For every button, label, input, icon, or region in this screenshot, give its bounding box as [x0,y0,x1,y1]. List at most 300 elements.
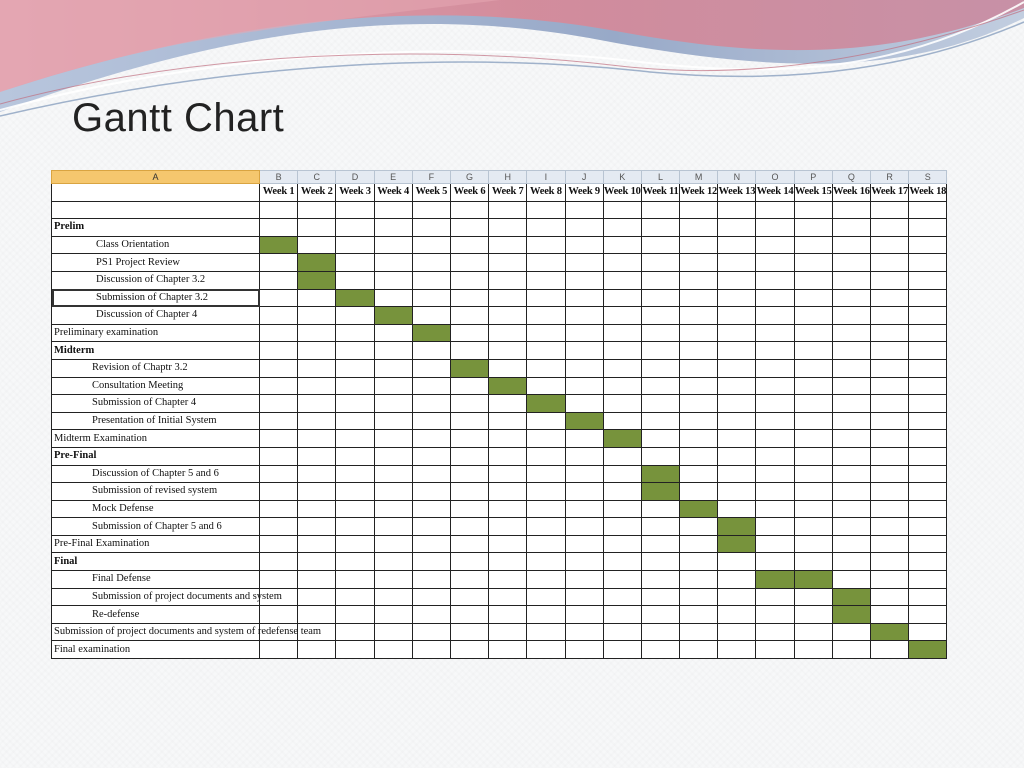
grid-cell[interactable] [603,254,641,272]
task-label[interactable]: PS1 Project Review [52,254,260,272]
grid-cell[interactable] [680,201,718,219]
grid-cell[interactable] [450,395,488,413]
grid-cell[interactable] [641,236,679,254]
grid-cell[interactable] [756,553,794,571]
grid-cell[interactable] [832,307,870,325]
grid-cell[interactable] [489,465,527,483]
grid-cell[interactable] [450,219,488,237]
grid-cell[interactable] [680,535,718,553]
grid-cell[interactable] [794,483,832,501]
gantt-bar-cell[interactable] [260,236,298,254]
grid-cell[interactable] [336,324,374,342]
grid-cell[interactable] [909,623,947,641]
grid-cell[interactable] [832,535,870,553]
grid-cell[interactable] [718,377,756,395]
grid-cell[interactable] [412,500,450,518]
grid-cell[interactable] [298,359,336,377]
grid-cell[interactable] [718,289,756,307]
grid-cell[interactable] [641,553,679,571]
week-header-1[interactable]: Week 1 [260,184,298,202]
grid-cell[interactable] [527,553,565,571]
grid-cell[interactable] [450,342,488,360]
task-label[interactable]: Discussion of Chapter 5 and 6 [52,465,260,483]
week-header-2[interactable]: Week 2 [298,184,336,202]
grid-cell[interactable] [794,588,832,606]
grid-cell[interactable] [374,342,412,360]
grid-cell[interactable] [298,641,336,659]
grid-cell[interactable] [450,571,488,589]
section-label[interactable]: Final [52,553,260,571]
grid-cell[interactable] [794,412,832,430]
grid-cell[interactable] [336,359,374,377]
grid-cell[interactable] [871,518,909,536]
column-letter-q[interactable]: Q [832,171,870,184]
grid-cell[interactable] [336,571,374,589]
grid-cell[interactable] [871,307,909,325]
gantt-bar-cell[interactable] [603,430,641,448]
task-label[interactable]: Final examination [52,641,260,659]
grid-cell[interactable] [794,623,832,641]
grid-cell[interactable] [412,465,450,483]
grid-cell[interactable] [260,201,298,219]
grid-cell[interactable] [489,254,527,272]
grid-cell[interactable] [871,395,909,413]
grid-cell[interactable] [298,307,336,325]
grid-cell[interactable] [603,465,641,483]
grid-cell[interactable] [603,641,641,659]
grid-cell[interactable] [718,571,756,589]
grid-cell[interactable] [489,588,527,606]
grid-cell[interactable] [603,201,641,219]
column-letter-k[interactable]: K [603,171,641,184]
grid-cell[interactable] [412,641,450,659]
grid-cell[interactable] [336,465,374,483]
grid-cell[interactable] [374,535,412,553]
grid-cell[interactable] [832,342,870,360]
grid-cell[interactable] [527,430,565,448]
week-header-3[interactable]: Week 3 [336,184,374,202]
grid-cell[interactable] [641,377,679,395]
grid-cell[interactable] [260,465,298,483]
gantt-bar-cell[interactable] [718,518,756,536]
task-label[interactable]: Discussion of Chapter 4 [52,307,260,325]
grid-cell[interactable] [565,571,603,589]
task-label[interactable]: Re-defense [52,606,260,624]
grid-cell[interactable] [565,641,603,659]
grid-cell[interactable] [718,412,756,430]
grid-cell[interactable] [871,641,909,659]
grid-cell[interactable] [794,465,832,483]
task-label[interactable]: Mock Defense [52,500,260,518]
task-label[interactable]: Submission of revised system [52,483,260,501]
grid-cell[interactable] [298,571,336,589]
grid-cell[interactable] [450,430,488,448]
grid-cell[interactable] [871,430,909,448]
grid-cell[interactable] [489,553,527,571]
grid-cell[interactable] [718,324,756,342]
grid-cell[interactable] [794,553,832,571]
grid-cell[interactable] [680,289,718,307]
grid-cell[interactable] [718,271,756,289]
grid-cell[interactable] [909,500,947,518]
grid-cell[interactable] [527,324,565,342]
grid-cell[interactable] [260,377,298,395]
grid-cell[interactable] [832,623,870,641]
grid-cell[interactable] [756,236,794,254]
grid-cell[interactable] [832,483,870,501]
grid-cell[interactable] [680,271,718,289]
grid-cell[interactable] [603,271,641,289]
column-letter-m[interactable]: M [680,171,718,184]
grid-cell[interactable] [374,271,412,289]
week-header-15[interactable]: Week 15 [794,184,832,202]
gantt-bar-cell[interactable] [794,571,832,589]
grid-cell[interactable] [374,641,412,659]
grid-cell[interactable] [909,359,947,377]
grid-cell[interactable] [565,447,603,465]
grid-cell[interactable] [680,324,718,342]
gantt-bar-cell[interactable] [374,307,412,325]
gantt-spreadsheet[interactable] [51,170,947,659]
grid-cell[interactable] [832,271,870,289]
grid-cell[interactable] [756,535,794,553]
gantt-bar-cell[interactable] [641,465,679,483]
grid-cell[interactable] [565,271,603,289]
grid-cell[interactable] [603,307,641,325]
grid-cell[interactable] [718,500,756,518]
grid-cell[interactable] [450,553,488,571]
gantt-bar-cell[interactable] [336,289,374,307]
gantt-bar-cell[interactable] [565,412,603,430]
grid-cell[interactable] [718,465,756,483]
grid-cell[interactable] [680,412,718,430]
grid-cell[interactable] [374,236,412,254]
grid-cell[interactable] [527,359,565,377]
task-label[interactable]: Final Defense [52,571,260,589]
grid-cell[interactable] [794,342,832,360]
grid-cell[interactable] [641,588,679,606]
grid-cell[interactable] [489,271,527,289]
gantt-bar-cell[interactable] [718,535,756,553]
grid-cell[interactable] [374,483,412,501]
grid-cell[interactable] [680,307,718,325]
column-letter-g[interactable]: G [450,171,488,184]
grid-cell[interactable] [450,500,488,518]
grid-cell[interactable] [680,465,718,483]
grid-cell[interactable] [527,219,565,237]
grid-cell[interactable] [489,201,527,219]
grid-cell[interactable] [756,377,794,395]
grid-cell[interactable] [680,342,718,360]
grid-cell[interactable] [336,342,374,360]
grid-cell[interactable] [412,236,450,254]
grid-cell[interactable] [603,219,641,237]
grid-cell[interactable] [909,483,947,501]
column-letter-n[interactable]: N [718,171,756,184]
grid-cell[interactable] [412,518,450,536]
section-label[interactable]: Pre-Final [52,447,260,465]
grid-cell[interactable] [603,236,641,254]
week-header-11[interactable]: Week 11 [641,184,679,202]
week-header-9[interactable]: Week 9 [565,184,603,202]
grid-cell[interactable] [909,201,947,219]
grid-cell[interactable] [412,219,450,237]
column-letter-p[interactable]: P [794,171,832,184]
grid-cell[interactable] [871,571,909,589]
grid-cell[interactable] [374,359,412,377]
grid-cell[interactable] [909,377,947,395]
grid-cell[interactable] [374,430,412,448]
grid-cell[interactable] [565,254,603,272]
grid-cell[interactable] [260,447,298,465]
grid-cell[interactable] [756,641,794,659]
grid-cell[interactable] [260,412,298,430]
column-letter-c[interactable]: C [298,171,336,184]
grid-cell[interactable] [641,606,679,624]
grid-cell[interactable] [756,219,794,237]
grid-cell[interactable] [260,483,298,501]
grid-cell[interactable] [260,324,298,342]
grid-cell[interactable] [489,606,527,624]
grid-cell[interactable] [603,500,641,518]
grid-cell[interactable] [565,588,603,606]
grid-cell[interactable] [756,500,794,518]
grid-cell[interactable] [680,641,718,659]
column-letter-d[interactable]: D [336,171,374,184]
grid-cell[interactable] [756,447,794,465]
task-label[interactable]: Discussion of Chapter 3.2 [52,271,260,289]
grid-cell[interactable] [603,359,641,377]
grid-cell[interactable] [527,571,565,589]
grid-cell[interactable] [603,412,641,430]
grid-cell[interactable] [909,289,947,307]
grid-cell[interactable] [260,359,298,377]
grid-cell[interactable] [336,395,374,413]
grid-cell[interactable] [641,518,679,536]
grid-cell[interactable] [412,447,450,465]
grid-cell[interactable] [756,271,794,289]
grid-cell[interactable] [412,342,450,360]
grid-cell[interactable] [718,342,756,360]
grid-cell[interactable] [871,201,909,219]
grid-cell[interactable] [336,518,374,536]
grid-cell[interactable] [909,271,947,289]
grid-cell[interactable] [794,359,832,377]
grid-cell[interactable] [260,571,298,589]
grid-cell[interactable] [374,201,412,219]
gantt-bar-cell[interactable] [680,500,718,518]
grid-cell[interactable] [489,395,527,413]
grid-cell[interactable] [909,254,947,272]
grid-cell[interactable] [909,412,947,430]
grid-cell[interactable] [756,307,794,325]
grid-cell[interactable] [298,500,336,518]
task-label[interactable]: Submission of Chapter 4 [52,395,260,413]
grid-cell[interactable] [794,324,832,342]
grid-cell[interactable] [641,430,679,448]
grid-cell[interactable] [260,500,298,518]
grid-cell[interactable] [489,518,527,536]
grid-cell[interactable] [412,623,450,641]
grid-cell[interactable] [909,553,947,571]
grid-cell[interactable] [260,307,298,325]
grid-cell[interactable] [412,254,450,272]
grid-cell[interactable] [565,324,603,342]
grid-cell[interactable] [298,465,336,483]
grid-cell[interactable] [489,342,527,360]
task-label[interactable]: Midterm Examination [52,430,260,448]
grid-cell[interactable] [412,535,450,553]
grid-cell[interactable] [718,447,756,465]
grid-cell[interactable] [832,377,870,395]
grid-cell[interactable] [489,447,527,465]
task-label[interactable]: Presentation of Initial System [52,412,260,430]
grid-cell[interactable] [756,623,794,641]
grid-cell[interactable] [871,219,909,237]
grid-cell[interactable] [527,236,565,254]
task-label[interactable]: Class Orientation [52,236,260,254]
grid-cell[interactable] [756,342,794,360]
grid-cell[interactable] [909,395,947,413]
column-letter-r[interactable]: R [871,171,909,184]
grid-cell[interactable] [603,535,641,553]
grid-cell[interactable] [374,623,412,641]
grid-cell[interactable] [565,201,603,219]
task-label[interactable]: Submission of Chapter 3.2 [52,289,260,307]
grid-cell[interactable] [298,606,336,624]
grid-cell[interactable] [756,395,794,413]
grid-cell[interactable] [450,483,488,501]
grid-cell[interactable] [412,483,450,501]
grid-cell[interactable] [794,518,832,536]
grid-cell[interactable] [718,254,756,272]
grid-cell[interactable] [909,324,947,342]
column-letter-e[interactable]: E [374,171,412,184]
grid-cell[interactable] [450,271,488,289]
grid-cell[interactable] [832,219,870,237]
grid-cell[interactable] [565,289,603,307]
grid-cell[interactable] [527,518,565,536]
grid-cell[interactable] [489,219,527,237]
grid-cell[interactable] [489,535,527,553]
grid-cell[interactable] [909,307,947,325]
grid-cell[interactable] [298,201,336,219]
section-label[interactable]: Prelim [52,219,260,237]
grid-cell[interactable] [565,219,603,237]
grid-cell[interactable] [871,535,909,553]
grid-cell[interactable] [412,553,450,571]
grid-cell[interactable] [832,430,870,448]
grid-cell[interactable] [565,395,603,413]
grid-cell[interactable] [603,447,641,465]
week-header-8[interactable]: Week 8 [527,184,565,202]
grid-cell[interactable] [909,236,947,254]
grid-cell[interactable] [603,342,641,360]
grid-cell[interactable] [450,289,488,307]
grid-cell[interactable] [718,483,756,501]
grid-cell[interactable] [756,483,794,501]
grid-cell[interactable] [527,465,565,483]
grid-cell[interactable] [298,588,336,606]
grid-cell[interactable] [565,500,603,518]
grid-cell[interactable] [450,623,488,641]
grid-cell[interactable] [603,377,641,395]
grid-cell[interactable] [527,483,565,501]
grid-cell[interactable] [641,201,679,219]
grid-cell[interactable] [680,219,718,237]
grid-cell[interactable] [832,359,870,377]
grid-cell[interactable] [298,447,336,465]
task-label[interactable]: Pre-Final Examination [52,535,260,553]
column-letter-h[interactable]: H [489,171,527,184]
grid-cell[interactable] [527,447,565,465]
grid-cell[interactable] [527,201,565,219]
grid-cell[interactable] [641,500,679,518]
gantt-bar-cell[interactable] [909,641,947,659]
grid-cell[interactable] [374,289,412,307]
grid-cell[interactable] [374,447,412,465]
grid-cell[interactable] [794,219,832,237]
grid-cell[interactable] [336,553,374,571]
grid-cell[interactable] [871,271,909,289]
grid-cell[interactable] [565,483,603,501]
grid-cell[interactable] [794,606,832,624]
grid-cell[interactable] [489,623,527,641]
grid-cell[interactable] [832,447,870,465]
grid-cell[interactable] [909,430,947,448]
task-label[interactable]: Preliminary examination [52,324,260,342]
grid-cell[interactable] [871,412,909,430]
grid-cell[interactable] [909,219,947,237]
grid-cell[interactable] [374,324,412,342]
grid-cell[interactable] [909,465,947,483]
week-header-16[interactable]: Week 16 [832,184,870,202]
grid-cell[interactable] [756,518,794,536]
grid-cell[interactable] [260,518,298,536]
task-label[interactable]: Submission of Chapter 5 and 6 [52,518,260,536]
grid-cell[interactable] [260,271,298,289]
grid-cell[interactable] [336,430,374,448]
grid-cell[interactable] [718,236,756,254]
grid-cell[interactable] [336,412,374,430]
grid-cell[interactable] [298,430,336,448]
grid-cell[interactable] [298,289,336,307]
grid-cell[interactable] [794,307,832,325]
grid-cell[interactable] [489,430,527,448]
gantt-bar-cell[interactable] [641,483,679,501]
grid-cell[interactable] [565,553,603,571]
gantt-bar-cell[interactable] [489,377,527,395]
grid-cell[interactable] [565,342,603,360]
grid-cell[interactable] [450,324,488,342]
grid-cell[interactable] [450,535,488,553]
grid-cell[interactable] [794,395,832,413]
grid-cell[interactable] [603,483,641,501]
grid-cell[interactable] [527,500,565,518]
grid-cell[interactable] [336,377,374,395]
column-letter-f[interactable]: F [412,171,450,184]
task-label[interactable] [52,201,260,219]
grid-cell[interactable] [756,289,794,307]
grid-cell[interactable] [412,271,450,289]
grid-cell[interactable] [527,535,565,553]
week-header-4[interactable]: Week 4 [374,184,412,202]
grid-cell[interactable] [450,465,488,483]
grid-cell[interactable] [450,641,488,659]
grid-cell[interactable] [909,588,947,606]
grid-cell[interactable] [641,571,679,589]
grid-cell[interactable] [794,500,832,518]
